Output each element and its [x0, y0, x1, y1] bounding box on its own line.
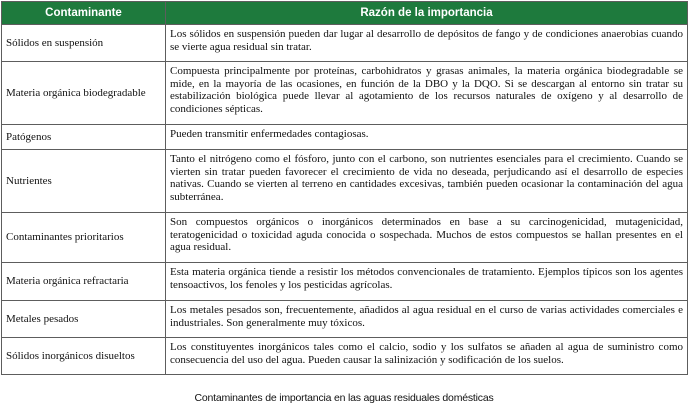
contaminants-table [1, 1, 688, 375]
contaminant-cell: Metales pesados [2, 301, 166, 338]
table-row [2, 25, 688, 62]
reason-cell: Los sólidos en suspensión pueden dar lugar al desarrollo de depósitos de fango y de condiciones anaerobias cuando se vierte agua residual sin tratar. [166, 25, 688, 62]
header-reason: Razón de la importancia [166, 2, 688, 25]
reason-cell: Pueden transmitir enfermedades contagiosas. [166, 125, 688, 150]
reason-cell: Tanto el nitrógeno como el fósforo, junto con el carbono, son nutrientes esenciales para el crecimiento. Cuando se vierten sin tratar pueden favorecer el crecimiento de vida no deseada, perjudicando así el desarrollo de especies nativas. Cuando se vierten al terreno en cantidades excesivas, también pueden ocasionar la contaminación del agua subterránea. [166, 150, 688, 213]
contaminant-cell: Sólidos inorgánicos disueltos [2, 338, 166, 375]
contaminant-cell: Sólidos en suspensión [2, 25, 166, 62]
reason-cell: Compuesta principalmente por proteínas, carbohidratos y grasas animales, la materia orgánica biodegradable se mide, en la mayoría de las ocasiones, en función de la DBO y la DQO. Si se descargan al entorno sin tratar su estabilización biológica puede llevar al agotamiento de los recursos naturales de oxígeno y al desarrollo de condiciones sépticas. [166, 62, 688, 125]
reason-cell: Son compuestos orgánicos o inorgánicos determinados en base a su carcinogenicidad, mutagenicidad, teratogenicidad o toxicidad aguda conocida o sospechada. Muchos de estos compuestos se hallan presentes en el agua residual. [166, 213, 688, 263]
reason-cell: Los metales pesados son, frecuentemente, añadidos al agua residual en el curso de varias actividades comerciales e industriales. Son generalmente muy tóxicos. [166, 301, 688, 338]
table-row [2, 125, 688, 150]
table-row [2, 213, 688, 263]
table-row [2, 263, 688, 301]
contaminant-cell: Materia orgánica refractaria [2, 263, 166, 301]
table-row [2, 338, 688, 375]
reason-cell: Esta materia orgánica tiende a resistir los métodos convencionales de tratamiento. Ejemplos típicos son los agentes tensoactivos, los fenoles y los pesticidas agrícolas. [166, 263, 688, 301]
header-contaminant: Contaminante [2, 2, 166, 25]
header-row [2, 2, 688, 25]
contaminant-cell: Contaminantes prioritarios [2, 213, 166, 263]
contaminant-cell: Materia orgánica biodegradable [2, 62, 166, 125]
reason-cell: Los constituyentes inorgánicos tales como el calcio, sodio y los sulfatos se añaden al agua de suministro como consecuencia del uso del agua. Pueden causar la salinización y sodificación de los suelos. [166, 338, 688, 375]
contaminant-cell: Patógenos [2, 125, 166, 150]
table-row [2, 301, 688, 338]
table-row [2, 62, 688, 125]
contaminant-cell: Nutrientes [2, 150, 166, 213]
table-caption: Contaminantes de importancia en las aguas residuales domésticas [194, 392, 494, 404]
table-row [2, 150, 688, 213]
